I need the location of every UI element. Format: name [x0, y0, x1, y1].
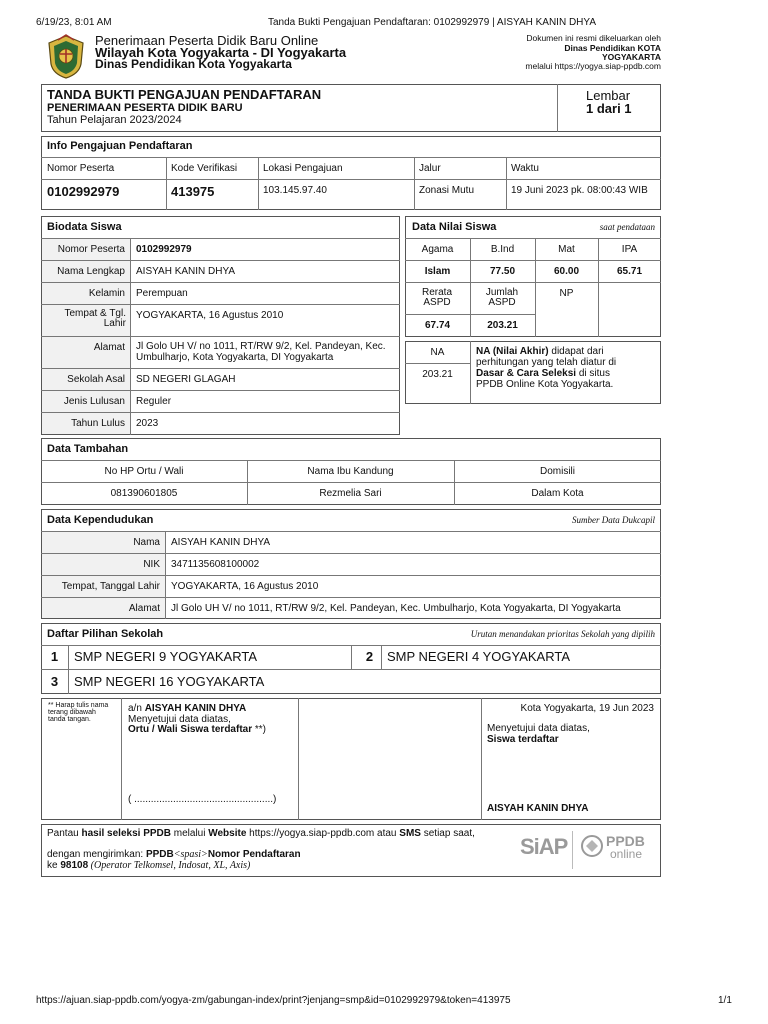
kependudukan-label: NIK [143, 559, 160, 570]
tambahan-header-domisili: Domisili [540, 466, 575, 477]
monitoring-t6: ke [47, 860, 61, 871]
biodata-label: Alamat [93, 342, 125, 353]
kependudukan-label: Nama [133, 537, 160, 548]
kependudukan-label: Tempat, Tanggal Lahir [61, 581, 160, 592]
info-jalur: Zonasi Mutu [419, 185, 475, 196]
signature-siswa-role: Siswa terdaftar [487, 734, 559, 745]
tambahan-heading: Data Tambahan [47, 443, 129, 455]
monitoring-b2: Website [208, 828, 247, 839]
letterhead-line3: Dinas Pendidikan Kota Yogyakarta [95, 57, 292, 71]
info-header-lokasi: Lokasi Pengajuan [263, 163, 343, 174]
tambahan-header-ibu: Nama Ibu Kandung [307, 466, 394, 477]
info-header-jalur: Jalur [419, 163, 441, 174]
document-title: TANDA BUKTI PENGAJUAN PENDAFTARAN [47, 87, 322, 102]
kependudukan-value: Jl Golo UH V/ no 1011, RT/RW 9/2, Kel. Pandeyan, Kec. Umbulharjo, Kota Yogyakarta, DI Yogyakarta [171, 603, 621, 614]
biodata-label: Sekolah Asal [67, 374, 125, 385]
nilai-header-np: NP [559, 288, 574, 299]
monitoring-i2: (Operator Telkomsel, Indosat, XL, Axis) [88, 860, 251, 871]
pilihan-number: 1 [50, 649, 59, 664]
pilihan-school: SMP NEGERI 4 YOGYAKARTA [387, 649, 571, 664]
pilihan-note: Urutan menandakan prioritas Sekolah yang dipilih [470, 629, 655, 639]
monitoring-t3: https://yogya.siap-ppdb.com atau [246, 828, 400, 839]
kependudukan-note: Sumber Data Dukcapil [572, 515, 655, 525]
nilai-header-ipa: IPA [621, 244, 638, 255]
biodata-value: 2023 [136, 418, 159, 429]
biodata-value: Reguler [136, 396, 172, 407]
info-lokasi: 103.145.97.40 [263, 185, 327, 196]
letterhead-right3: YOGYAKARTA [601, 52, 661, 62]
tambahan-domisili: Dalam Kota [531, 488, 584, 499]
signature-agree-ortu: Menyetujui data diatas, [128, 714, 231, 725]
kependudukan-heading: Data Kependudukan [47, 514, 154, 526]
nilai-rerata: 67.74 [424, 320, 451, 331]
nilai-ipa: 65.71 [616, 266, 643, 277]
nilai-header-agama: Agama [421, 244, 454, 255]
letterhead-right1: Dokumen ini resmi dikeluarkan oleh [526, 33, 661, 43]
ppdb-logo-online: online [610, 847, 643, 861]
monitoring-b6: 98108 [60, 860, 89, 871]
biodata-label: Nama Lengkap [57, 266, 125, 277]
biodata-label: Tempat & Tgl. Lahir [64, 308, 126, 329]
signature-ortu-label: Ortu / Wali Siswa terdaftar [128, 724, 253, 735]
monitoring-b4: PPDB [145, 849, 174, 860]
signature-an [128, 703, 246, 715]
tambahan-hp: 081390601805 [110, 488, 178, 499]
nilai-mat: 60.00 [553, 266, 580, 277]
kependudukan-value: YOGYAKARTA, 16 Agustus 2010 [171, 581, 319, 592]
tambahan-header-hp: No HP Ortu / Wali [104, 466, 184, 477]
kependudukan-value: 3471135608100002 [171, 559, 260, 570]
tambahan-ibu: Rezmelia Sari [319, 488, 382, 499]
pilihan-number: 3 [50, 674, 59, 689]
na-label: NA [430, 347, 445, 358]
biodata-label: Jenis Lulusan [63, 396, 125, 407]
monitoring-b1: hasil seleksi PPDB [81, 828, 171, 839]
signature-siswa-name: AISYAH KANIN DHYA [487, 803, 589, 814]
info-header-kode: Kode Verifikasi [171, 163, 238, 174]
signature-ortu-role [128, 724, 266, 736]
monitoring-t4: setiap saat, [420, 828, 475, 839]
nilai-header-bind: B.Ind [490, 244, 515, 255]
print-url: https://ajuan.siap-ppdb.com/yogya-zm/gabungan-index/print?jenjang=smp&id=0102992979&token=413975 [36, 995, 511, 1006]
biodata-value: SD NEGERI GLAGAH [136, 374, 236, 385]
info-header-nomor: Nomor Peserta [47, 163, 115, 174]
monitoring-line2 [47, 849, 301, 861]
pilihan-heading: Daftar Pilihan Sekolah [47, 628, 164, 640]
signature-ortu-suffix: **) [252, 724, 267, 735]
sheet-label: Lembar [586, 88, 631, 103]
letterhead-right4: melalui https://yogya.siap-ppdb.com [525, 61, 661, 71]
biodata-label: Tahun Lulus [71, 418, 125, 429]
na-explanation-text2: di situs PPDB Online Kota Yogyakarta. [476, 368, 614, 390]
info-kode-verifikasi: 413975 [171, 184, 215, 199]
signature-city-date: Kota Yogyakarta, 19 Jun 2023 [520, 703, 654, 714]
biodata-label: Kelamin [88, 288, 125, 299]
monitoring-t1: Pantau [47, 828, 82, 839]
ppdb-logo-text: PPDB [606, 833, 645, 849]
biodata-label: Nomor Peserta [57, 244, 125, 255]
pilihan-school: SMP NEGERI 9 YOGYAKARTA [74, 649, 258, 664]
kependudukan-value: AISYAH KANIN DHYA [171, 537, 271, 548]
print-title: Tanda Bukti Pengajuan Pendaftaran: 0102992979 | AISYAH KANIN DHYA [268, 17, 596, 28]
nilai-agama: Islam [424, 266, 451, 277]
na-value: 203.21 [422, 369, 453, 380]
signature-blank-line: ( ..................................................) [128, 794, 277, 805]
biodata-value: Perempuan [136, 288, 188, 299]
info-waktu: 19 Juni 2023 pk. 08:00:43 WIB [511, 185, 648, 196]
signature-an-name: AISYAH KANIN DHYA [144, 703, 247, 714]
info-heading: Info Pengajuan Pendaftaran [47, 140, 193, 152]
sheet-value: 1 dari 1 [586, 101, 632, 116]
na-explanation-bold1: NA (Nilai Akhir) [476, 346, 549, 357]
monitoring-t2: melalui [170, 828, 209, 839]
school-year: Tahun Pelajaran 2023/2024 [47, 114, 182, 126]
letterhead-line1: Penerimaan Peserta Didik Baru Online [95, 33, 319, 48]
kependudukan-label: Alamat [128, 603, 160, 614]
pilihan-school: SMP NEGERI 16 YOGYAKARTA [74, 674, 265, 689]
print-page-number: 1/1 [718, 995, 732, 1006]
document-subtitle: PENERIMAAN PESERTA DIDIK BARU [47, 102, 243, 114]
signature-an-prefix: a/n [128, 703, 145, 714]
monitoring-b5: Nomor Pendaftaran [207, 849, 301, 860]
na-explanation-bold2: Dasar & Cara Seleksi [476, 368, 577, 379]
nilai-jumlah: 203.21 [487, 320, 518, 331]
info-header-waktu: Waktu [511, 163, 539, 174]
monitoring-line1 [47, 828, 487, 839]
nilai-bind: 77.50 [489, 266, 516, 277]
monitoring-i1: <spasi> [173, 849, 208, 860]
pilihan-number: 2 [365, 649, 374, 664]
nilai-header-mat: Mat [558, 244, 575, 255]
nilai-note: saat pendataan [599, 222, 655, 232]
monitoring-t5: dengan mengirimkan: [47, 849, 146, 860]
nilai-header-rerata: Rerata ASPD [421, 287, 452, 308]
signature-agree-siswa: Menyetujui data diatas, [487, 723, 590, 734]
na-explanation-text1: didapat dari perhitungan yang telah diatur di [476, 346, 617, 368]
monitoring-line3 [47, 860, 250, 872]
na-explanation [476, 346, 636, 390]
print-datetime: 6/19/23, 8:01 AM [36, 17, 112, 28]
letterhead-right2: Dinas Pendidikan KOTA [564, 43, 661, 53]
nilai-heading: Data Nilai Siswa [412, 221, 497, 233]
yogyakarta-emblem-icon [46, 34, 86, 80]
biodata-heading: Biodata Siswa [47, 221, 122, 233]
signature-note: ** Harap tulis nama terang dibawah tanda tangan. [48, 702, 109, 723]
ppdb-logo-icon [580, 832, 604, 864]
biodata-value: 0102992979 [136, 244, 192, 255]
siap-logo: SiAP [520, 834, 568, 859]
monitoring-b3: SMS [399, 828, 421, 839]
biodata-value: AISYAH KANIN DHYA [136, 266, 236, 277]
letterhead-line2: Wilayah Kota Yogyakarta - DI Yogyakarta [95, 45, 347, 60]
biodata-value: YOGYAKARTA, 16 Agustus 2010 [136, 310, 284, 321]
biodata-value: Jl Golo UH V/ no 1011, RT/RW 9/2, Kel. Pandeyan, Kec. Umbulharjo, Kota Yogyakarta, DI Yogyakarta [136, 341, 386, 363]
info-nomor-peserta: 0102992979 [47, 184, 120, 199]
nilai-header-jumlah: Jumlah ASPD [485, 287, 519, 308]
